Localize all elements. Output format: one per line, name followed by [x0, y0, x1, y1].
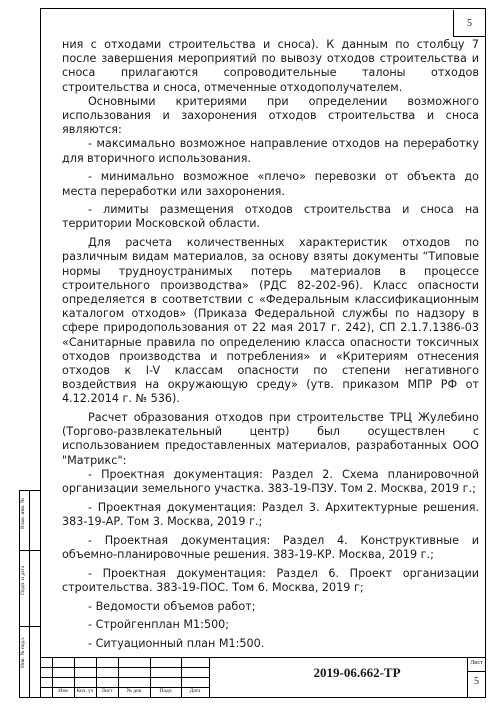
title-block-border	[40, 657, 486, 658]
title-block-col	[209, 657, 210, 698]
column-header: Изм	[58, 688, 68, 694]
list-item: - Проектная документация: Раздел 2. Схема планировочной организации земельного участка. 383-19-ПЗУ. Том 2. Москва, 2019 г.;	[62, 467, 479, 496]
list-item: - Ведомости объемов работ;	[88, 599, 256, 613]
side-stamp-divider	[19, 626, 41, 627]
paragraph: Расчет образования отходов при строительстве ТРЦ Жулебино (Торгово-развлекательный центр) был осуществлен с использованием предоставленных материалов, разработанных ООО "Матрикс":	[62, 411, 479, 467]
column-header: Лист	[101, 688, 113, 694]
paragraph: Для расчета количественных характеристик отходов по различным видам материалов, за основу взяты документы “Типовые нормы трудноустранимых потерь материалов в процессе строительного производства» (РДС 82-202-96). Класс опасности определяется в соответствии с «Федеральным классификационным каталогом отходов» (Приказа Федеральной службы по надзору в сфере природопользования от 22 мая 2017 г. 242), СП 2.1.7.1386-03 «Санитарные правила по определению класса опасности токсичных отходов производства и потребления» и «Критериям отнесения отходов к I-V классам опасности по степени негативного воздействия на окружающую среду» (утв. приказом МПР РФ от 4.12.2014 г. № 536).	[62, 236, 479, 406]
document-body	[62, 38, 479, 651]
list-item: - Проектная документация: Раздел 6. Проект организации строительства. 383-19-ПОС. Том 6. Москва, 2019 г;	[62, 566, 479, 594]
list-item: - максимально возможное направление отходов на переработку для вторичного использования.	[62, 137, 479, 165]
sheet-label: Лист	[470, 660, 483, 666]
title-block-row	[40, 677, 209, 678]
title-block-row	[467, 671, 486, 672]
sheet-number: 5	[474, 676, 479, 687]
column-header: № док	[126, 688, 142, 694]
list-item: - Проектная документация: Раздел 3. Архитектурные решения. 383-19-АР. Том 3. Москва, 2019 г.;	[62, 500, 479, 528]
list-item: - минимально возможное «плечо» перевозки от объекта до места переработки или захоронения.	[62, 170, 479, 198]
side-stamp-divider	[29, 490, 30, 698]
title-block-row	[40, 667, 209, 668]
page-number: 5	[453, 10, 485, 37]
column-header: Подп	[159, 688, 172, 694]
paragraph: ния с отходами строительства и сноса). К данным по столбцу 7 после завершения мероприятий по вывозу отходов строительства и сноса прилагаются сопроводительные талоны отходов строительства и сноса, отмеченные отходополучателем.	[62, 38, 479, 94]
side-stamp-divider	[19, 697, 41, 698]
paragraph: Основными критериями при определении возможного использования и захоронения отходов строительства и сноса являются:	[62, 94, 479, 137]
side-stamp-divider	[19, 550, 41, 551]
side-stamp	[19, 490, 41, 698]
list-item: - Ситуационный план М1:500.	[88, 636, 265, 650]
column-header: Кол. уч	[76, 688, 94, 694]
title-block	[40, 657, 486, 698]
inventory-number-label: Инв. № подл.	[20, 636, 26, 668]
list-item: - Проектная документация: Раздел 4. Конструктивные и объемно-планировочные решения. 383-19-КР. Москва, 2019 г.;	[62, 533, 479, 561]
list-item: - Стройгенплан М1:500;	[88, 618, 230, 632]
signature-date-label: Подп. и дата	[20, 565, 26, 595]
side-stamp-divider	[19, 490, 41, 491]
column-header: Дата	[189, 688, 201, 694]
list-item: - лимиты размещения отходов строительства и сноса на территории Московской области.	[62, 203, 479, 231]
document-code: 2019-06.662-ТР	[313, 665, 401, 680]
replacement-inventory-label: Взам. инв. №	[20, 498, 26, 529]
